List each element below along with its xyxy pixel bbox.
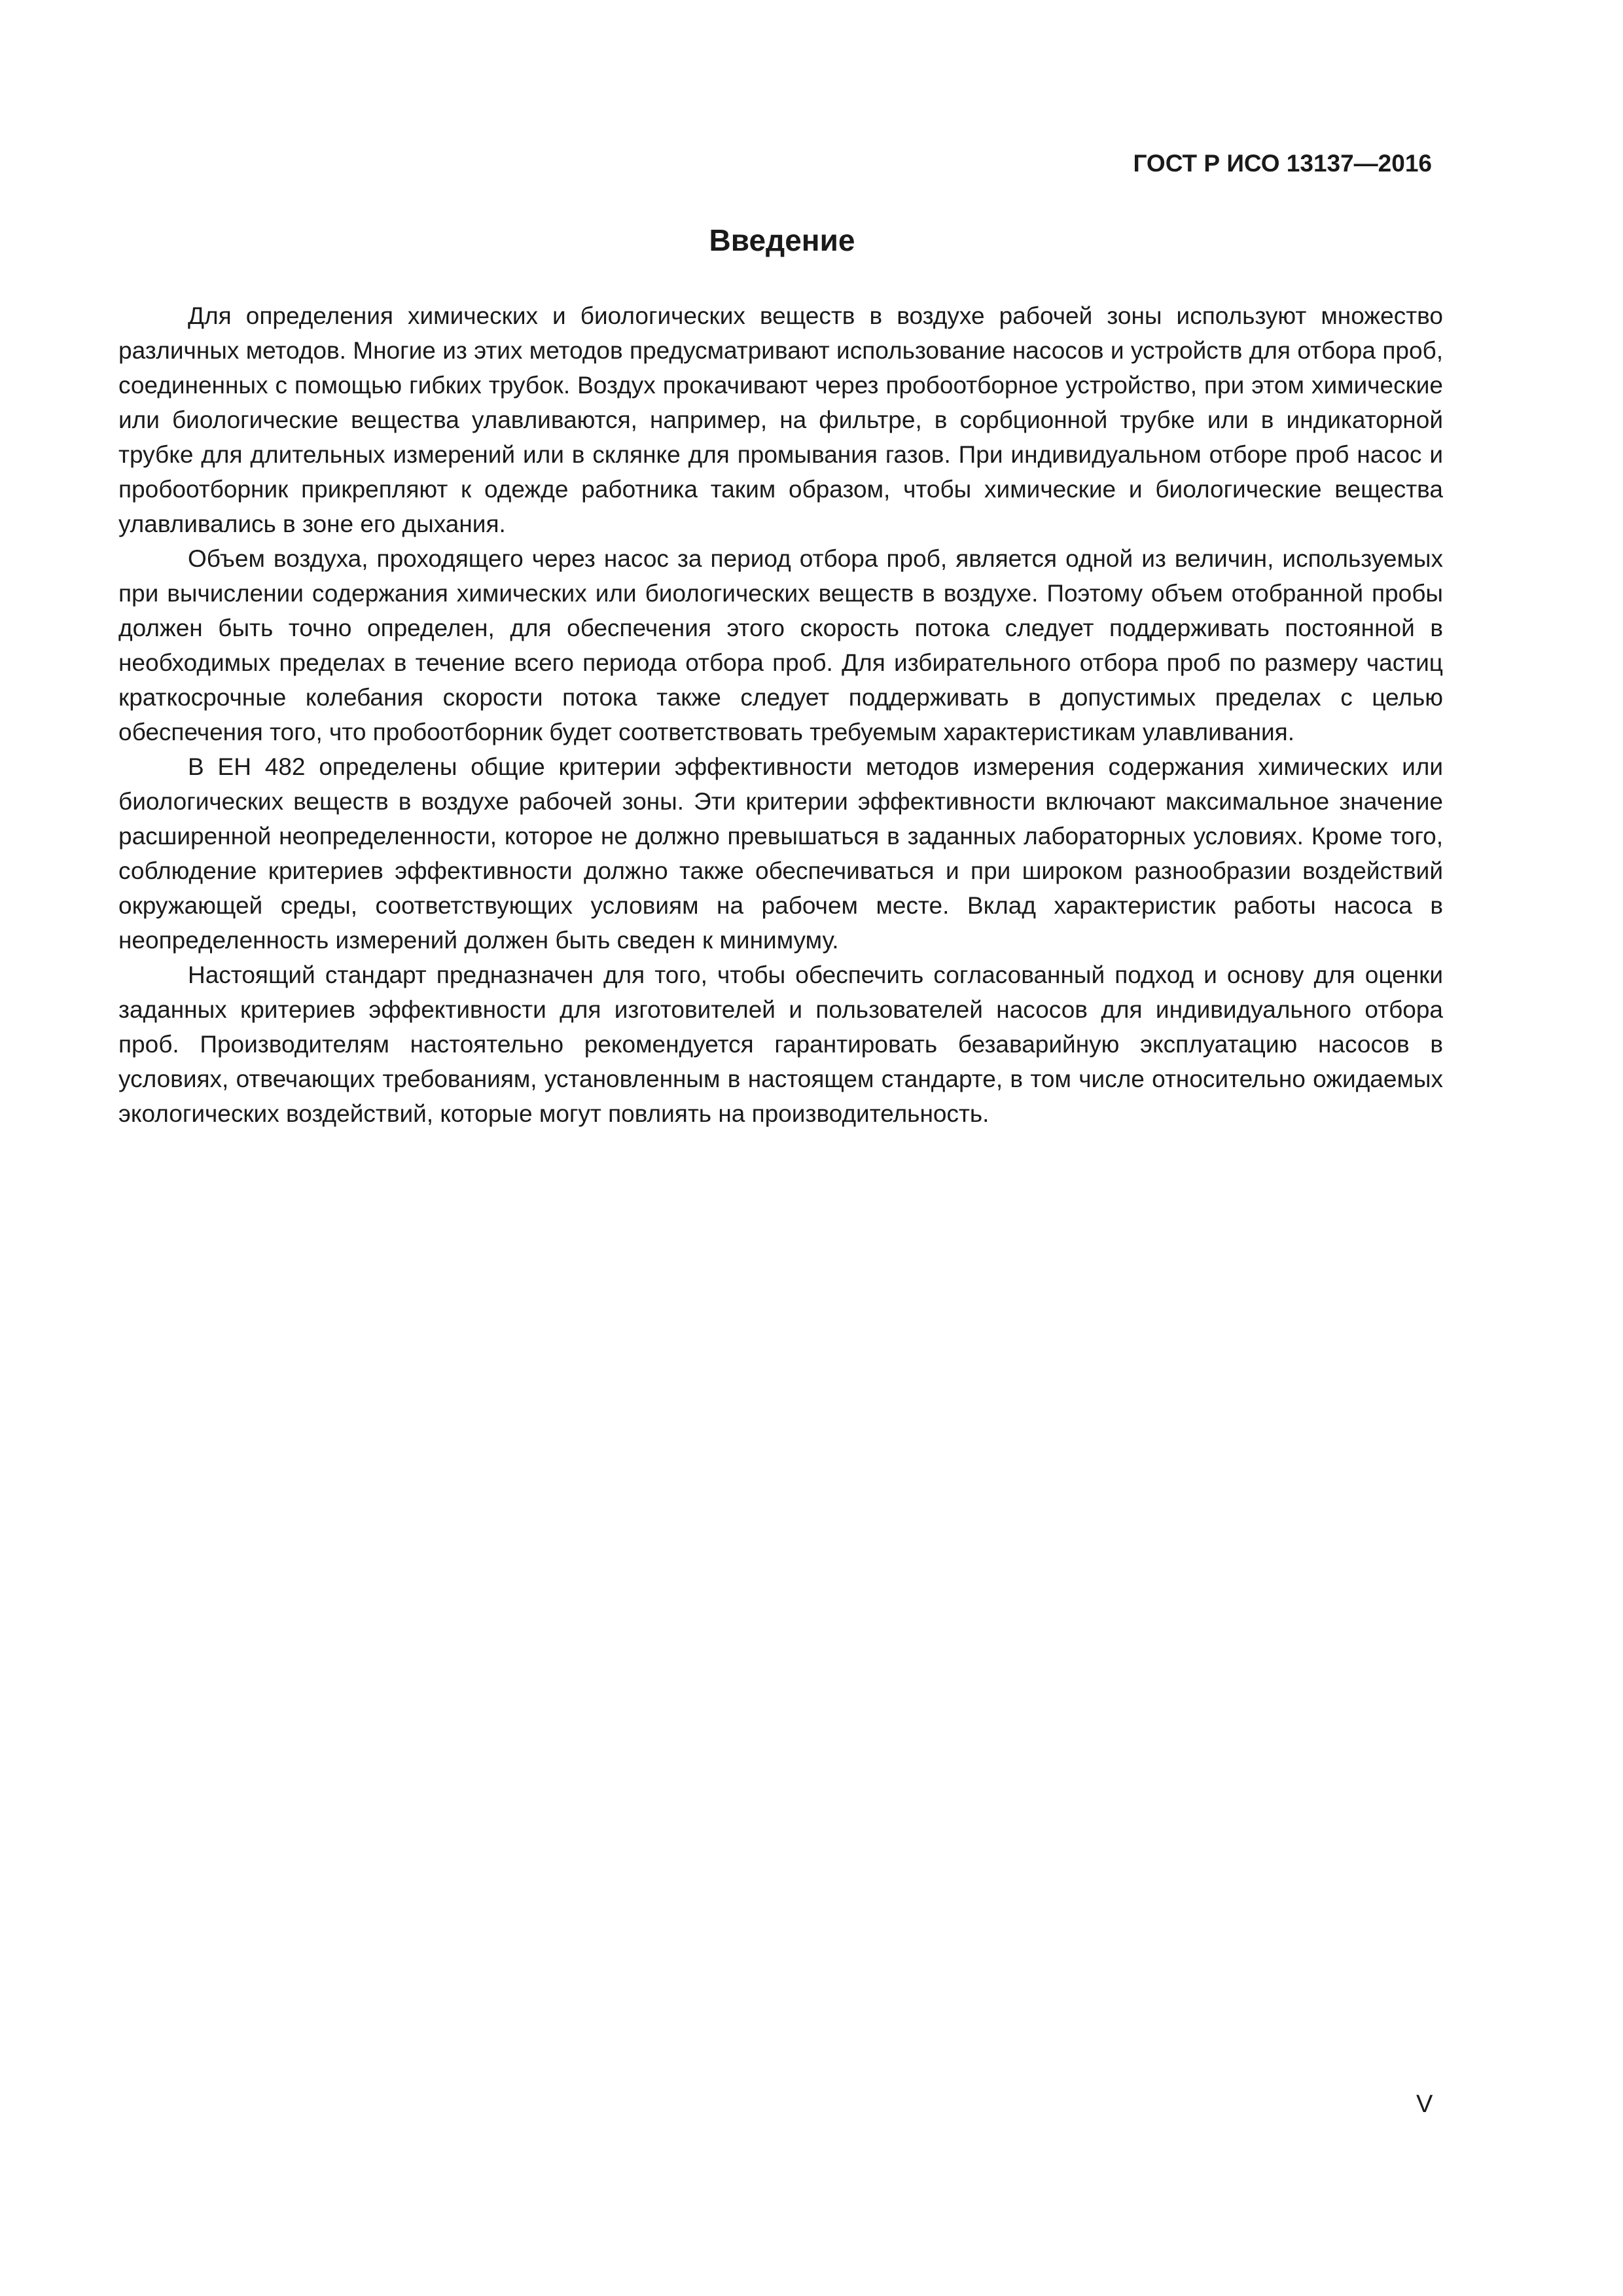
paragraph: В ЕН 482 определены общие критерии эффективности методов измерения содержания химических или биологических веществ в воздухе рабочей зоны. Эти критерии эффективности включают максимальное значение расширенной неопределенности, которое не должно превышаться в заданных лабораторных условиях. Кроме того, соблюдение критериев эффективности должно также обеспечиваться и при широком разнообразии воздействий окружающей среды, соответствующих условиям на рабочем месте. Вклад характеристик работы насоса в неопределенность измерений должен быть сведен к минимуму. [118,753,1443,954]
paragraph: Для определения химических и биологических веществ в воздухе рабочей зоны используют множество различных методов. Многие из этих методов предусматривают использование насосов и устройств для отбора проб, соединенных с помощью гибких трубок. Воздух прокачивают через пробоотборное устройство, при этом химические или биологические вещества улавливаются, например, на фильтре, в сорбционной трубке или в индикаторной трубке для длительных измерений или в склянке для промывания газов. При индивидуальном отборе проб насос и пробоотборник прикрепляют к одежде работника таким образом, чтобы химические и биологические вещества улавливались в зоне его дыхания. [118,302,1443,537]
page-number: V [1416,2090,1433,2118]
section-title: Введение [709,223,855,257]
paragraph: Объем воздуха, проходящего через насос за период отбора проб, является одной из величин, используемых при вычислении содержания химических или биологических веществ в воздухе. Поэтому объем отобранной пробы должен быть точно определен, для обеспечения этого скорость потока следует поддерживать постоянной в необходимых пределах в течение всего периода отбора проб. Для избирательного отбора проб по размеру частиц краткосрочные колебания скорости потока также следует поддерживать в допустимых пределах с целью обеспечения того, что пробоотборник будет соответствовать требуемым характеристикам улавливания. [118,545,1443,745]
paragraph: Настоящий стандарт предназначен для того, чтобы обеспечить согласованный подход и основу для оценки заданных критериев эффективности для изготовителей и пользователей насосов для индивидуального отбора проб. Производителям настоятельно рекомендуется гарантировать безаварийную эксплуатацию насосов в условиях, отвечающих требованиям, установленным в настоящем стандарте, в том числе относительно ожидаемых экологических воздействий, которые могут повлиять на производительность. [118,961,1443,1127]
body-text [118,298,1443,1131]
document-code: ГОСТ Р ИСО 13137—2016 [1133,150,1432,177]
